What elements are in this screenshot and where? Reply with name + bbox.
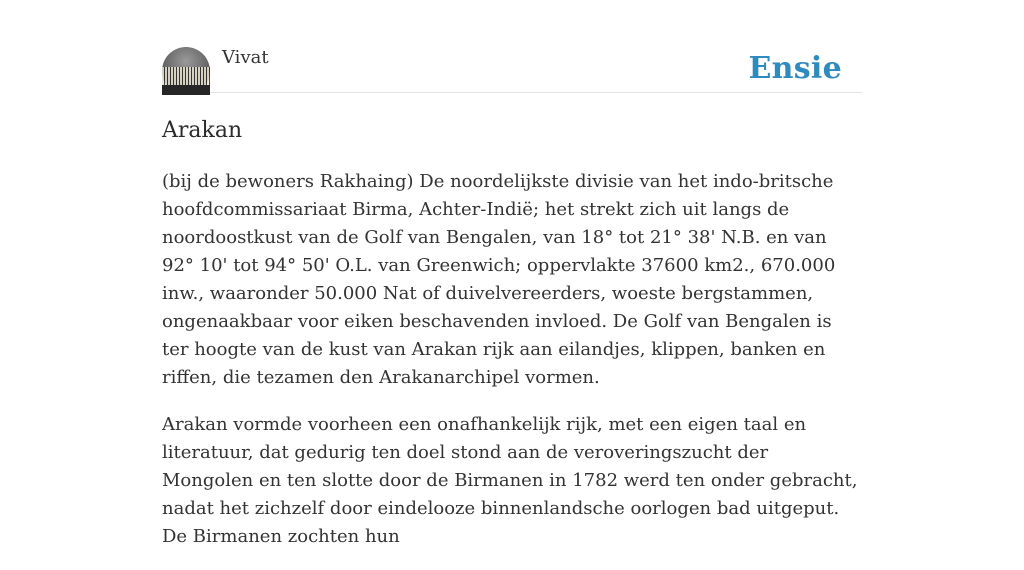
bookshelf-avatar-icon bbox=[162, 67, 210, 85]
article-paragraph: Arakan vormde voorheen een onafhankelijk rijk, met een eigen taal en literatuur, dat gedurig ten doel stond aan de veroveringszucht der Mongolen en ten slotte door de Birmanen in 1782 werd ten onder gebracht, nadat het zichzelf door eindelooze binnenlandsche oorlogen bad uitgeput. De Birmanen zochten hun bbox=[162, 414, 858, 547]
article-body bbox=[162, 168, 862, 570]
avatar-shelf bbox=[162, 85, 210, 95]
article-paragraph: (bij de bewoners Rakhaing) De noordelijkste divisie van het indo-britsche hoofdcommissariaat Birma, Achter-Indië; het strekt zich uit langs de noordoostkust van de Golf van Bengalen, van 18° tot 21° 38' N.B. en van 92° 10' tot 94° 50' O.L. van Greenwich; oppervlakte 37600 km2., 670.000 inw., waaronder 50.000 Nat of duivelvereerders, woeste bergstammen, ongenaakbaar voor eiken beschavenden invloed. De Golf van Bengalen is ter hoogte van de kust van Arakan rijk aan eilandjes, klippen, banken en riffen, die tezamen den Arakanarchipel vormen. bbox=[162, 171, 836, 388]
page-title: Arakan bbox=[162, 118, 243, 143]
author-name[interactable]: Vivat bbox=[222, 47, 269, 68]
author-avatar[interactable] bbox=[162, 47, 210, 95]
site-logo[interactable]: Ensie bbox=[748, 51, 842, 86]
header bbox=[162, 46, 862, 93]
